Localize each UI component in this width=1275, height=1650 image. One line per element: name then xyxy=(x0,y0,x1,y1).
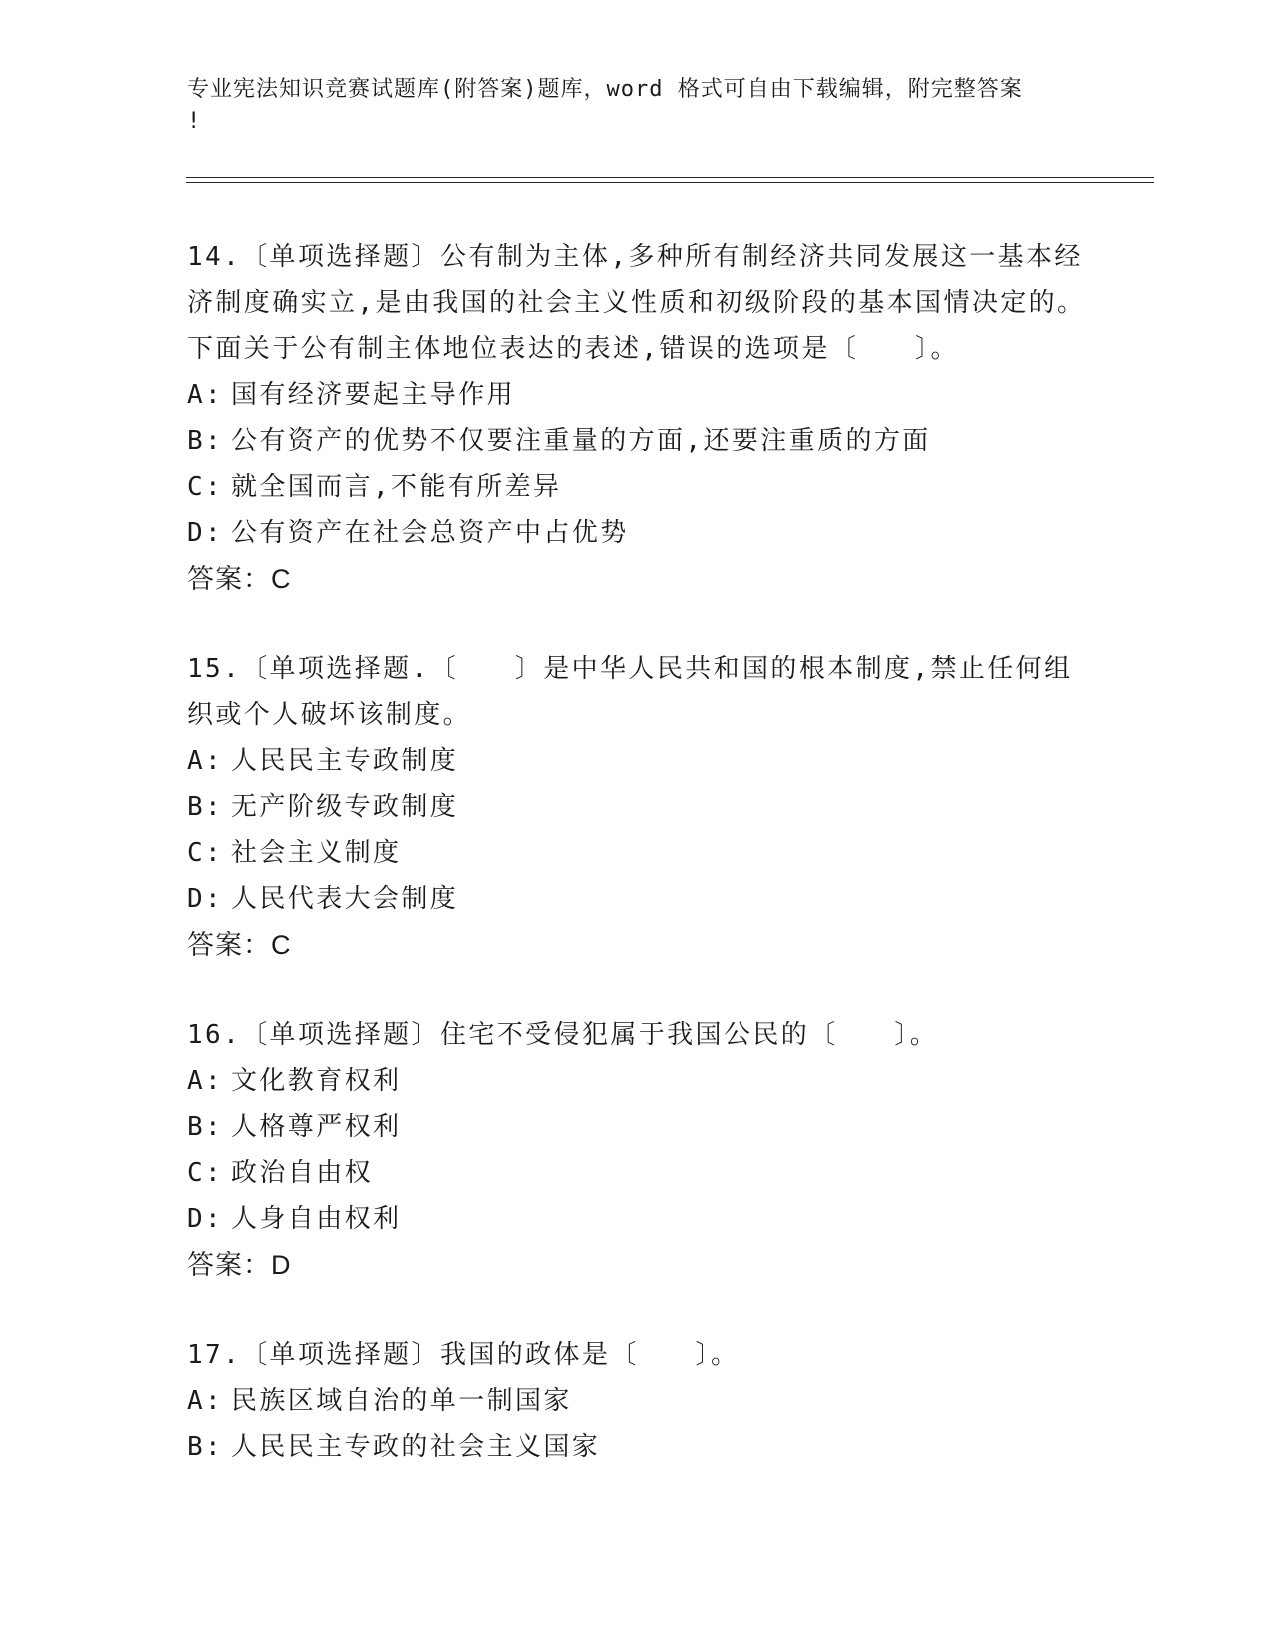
option-c xyxy=(187,1150,1087,1196)
option-c xyxy=(187,464,1087,510)
question-stem: 17.〔单项选择题〕我国的政体是〔 〕。 xyxy=(187,1340,740,1370)
question-stem: 15.〔单项选择题.〔 〕是中华人民共和国的根本制度,禁止任何组织或个人破坏该制度。 xyxy=(187,654,1073,730)
answer-line: 答案：D xyxy=(187,1250,292,1280)
option-label: B: xyxy=(187,792,224,822)
option-label: A: xyxy=(187,746,224,776)
option-b xyxy=(187,1104,1087,1150)
option-text: 人民民主专政制度 xyxy=(231,746,459,776)
question-14 xyxy=(187,234,1087,602)
option-b xyxy=(187,1424,1087,1470)
option-text: 就全国而言,不能有所差异 xyxy=(231,472,562,502)
answer-line: 答案：C xyxy=(187,564,292,594)
question-stem: 16.〔单项选择题〕住宅不受侵犯属于我国公民的〔 〕。 xyxy=(187,1020,939,1050)
option-c xyxy=(187,830,1087,876)
option-a xyxy=(187,372,1087,418)
option-text: 文化教育权利 xyxy=(231,1066,402,1096)
option-label: B: xyxy=(187,426,224,456)
option-label: A: xyxy=(187,1386,224,1416)
option-text: 公有资产的优势不仅要注重量的方面,还要注重质的方面 xyxy=(231,426,931,456)
option-label: C: xyxy=(187,472,224,502)
option-a xyxy=(187,1058,1087,1104)
option-label: D: xyxy=(187,884,224,914)
option-text: 民族区域自治的单一制国家 xyxy=(231,1386,572,1416)
page-header-text: 专业宪法知识竞赛试题库(附答案)题库，word 格式可自由下载编辑，附完整答案 ! xyxy=(187,77,1023,134)
option-a xyxy=(187,1378,1087,1424)
option-text: 人身自由权利 xyxy=(231,1204,402,1234)
question-15 xyxy=(187,646,1087,968)
option-text: 公有资产在社会总资产中占优势 xyxy=(231,518,629,548)
question-list xyxy=(187,234,1087,1514)
option-label: C: xyxy=(187,1158,224,1188)
option-d xyxy=(187,510,1087,556)
option-d xyxy=(187,1196,1087,1242)
option-b xyxy=(187,418,1087,464)
option-label: B: xyxy=(187,1432,224,1462)
option-text: 人民代表大会制度 xyxy=(231,884,459,914)
option-label: A: xyxy=(187,1066,224,1096)
option-text: 人民民主专政的社会主义国家 xyxy=(231,1432,601,1462)
option-b xyxy=(187,784,1087,830)
option-label: D: xyxy=(187,518,224,548)
question-16 xyxy=(187,1012,1087,1288)
answer-line: 答案：C xyxy=(187,930,292,960)
option-text: 人格尊严权利 xyxy=(231,1112,402,1142)
option-label: B: xyxy=(187,1112,224,1142)
header-divider-top xyxy=(186,177,1154,178)
option-text: 社会主义制度 xyxy=(231,838,402,868)
option-label: C: xyxy=(187,838,224,868)
header-divider-bottom xyxy=(186,182,1154,183)
option-label: D: xyxy=(187,1204,224,1234)
option-text: 无产阶级专政制度 xyxy=(231,792,459,822)
question-stem: 14.〔单项选择题〕公有制为主体,多种所有制经济共同发展这一基本经济制度确实立,是由我国的社会主义性质和初级阶段的基本国情决定的。下面关于公有制主体地位表达的表述,错误的选项是〔 〕。 xyxy=(187,242,1086,364)
question-17 xyxy=(187,1332,1087,1470)
option-d xyxy=(187,876,1087,922)
option-text: 国有经济要起主导作用 xyxy=(231,380,516,410)
option-label: A: xyxy=(187,380,224,410)
option-text: 政治自由权 xyxy=(231,1158,374,1188)
option-a xyxy=(187,738,1087,784)
